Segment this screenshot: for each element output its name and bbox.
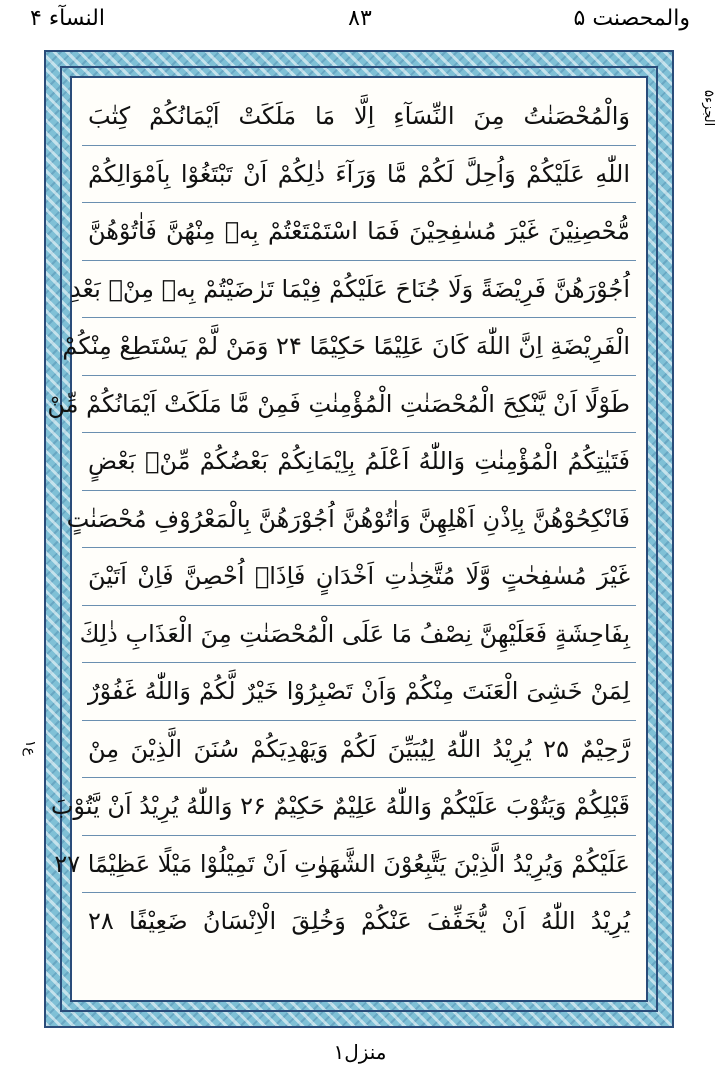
text-line: فَتَیٰتِكُمُ الْمُؤْمِنٰتِ وَاللّٰهُ اَعْلَمُ بِاِیْمَانِكُمْ بَعْضُكُمْ مِّنْۢ بَعْضٍ <box>82 433 636 491</box>
surah-name: النسآء ۴ <box>30 6 105 31</box>
text-line: وَالْمُحْصَنٰتُ مِنَ النِّسَآءِ اِلَّا مَا مَلَكَتْ اَیْمَانُكُمْ كِتٰبَ <box>82 88 636 146</box>
text-line: بِفَاحِشَةٍ فَعَلَیْهِنَّ نِصْفُ مَا عَلَى الْمُحْصَنٰتِ مِنَ الْعَذَابِ ذٰلِكَ <box>82 606 636 664</box>
text-line: عَلَیْكُمْ وَیُرِیْدُ الَّذِیْنَ یَتَّبِعُوْنَ الشَّهَوٰتِ اَنْ تَمِیْلُوْا مَیْلًا عَظِیْمًا ۲۷ <box>82 836 636 894</box>
verse-lines <box>47 88 636 990</box>
text-line: قَبْلِكُمْ وَیَتُوْبَ عَلَیْكُمْ وَاللّٰهُ عَلِیْمٌ حَكِیْمٌ ۲۶ وَاللّٰهُ یُرِیْدُ اَنْ یَّتُوْبَ <box>82 778 636 836</box>
text-line: رَّحِیْمٌ ۲۵ یُرِیْدُ اللّٰهُ لِیُبَیِّنَ لَكُمْ وَیَهْدِیَكُمْ سُنَنَ الَّذِیْنَ مِنْ <box>82 721 636 779</box>
text-line: فَانْكِحُوْهُنَّ بِاِذْنِ اَهْلِهِنَّ وَاٰتُوْهُنَّ اُجُوْرَهُنَّ بِالْمَعْرُوْفِ مُحْصَنٰتٍ <box>82 491 636 549</box>
ruku-margin-note: ع۱ <box>22 740 38 756</box>
text-panel <box>47 76 648 1002</box>
ornamental-border <box>44 50 674 1028</box>
text-line: یُرِیْدُ اللّٰهُ اَنْ یُّخَفِّفَ عَنْكُمْ وَخُلِقَ الْاِنْسَانُ ضَعِیْفًا ۲۸ <box>88 907 630 935</box>
text-line: الْفَرِیْضَةِ اِنَّ اللّٰهَ كَانَ عَلِیْمًا حَكِیْمًا ۲۴ وَمَنْ لَّمْ یَسْتَطِعْ مِنْكُمْ <box>82 318 636 376</box>
text-line: طَوْلًا اَنْ یَّنْكِحَ الْمُحْصَنٰتِ الْمُؤْمِنٰتِ فَمِنْ مَّا مَلَكَتْ اَیْمَانُكُمْ مِّنْ <box>82 376 636 434</box>
text-line: غَیْرَ مُسٰفِحٰتٍ وَّلَا مُتَّخِذٰتِ اَخْدَانٍ فَاِذَاۤ اُحْصِنَّ فَاِنْ اَتَیْنَ <box>82 548 636 606</box>
juz-margin-note: الجزء۵ <box>701 90 716 127</box>
juz-name: والمحصنت ۵ <box>573 6 690 31</box>
text-line: اللّٰهِ عَلَیْكُمْ وَاُحِلَّ لَكُمْ مَّا وَرَآءَ ذٰلِكُمْ اَنْ تَبْتَغُوْا بِاَمْوَالِكُمْ <box>82 146 636 204</box>
page-header <box>0 0 720 44</box>
text-line: مُّحْصِنِیْنَ غَیْرَ مُسٰفِحِیْنَ فَمَا اسْتَمْتَعْتُمْ بِهٖ مِنْهُنَّ فَاٰتُوْهُنَّ <box>82 203 636 261</box>
page-number: ۸۳ <box>348 6 372 31</box>
manzil-label: منزل۱ <box>333 1040 387 1064</box>
text-line: اُجُوْرَهُنَّ فَرِیْضَةً وَلَا جُنَاحَ عَلَیْكُمْ فِیْمَا تَرٰضَیْتُمْ بِهٖ مِنْۢ بَعْدِ <box>82 261 636 319</box>
text-line: لِمَنْ خَشِیَ الْعَنَتَ مِنْكُمْ وَاَنْ تَصْبِرُوْا خَیْرٌ لَّكُمْ وَاللّٰهُ غَفُوْرٌ <box>82 663 636 721</box>
